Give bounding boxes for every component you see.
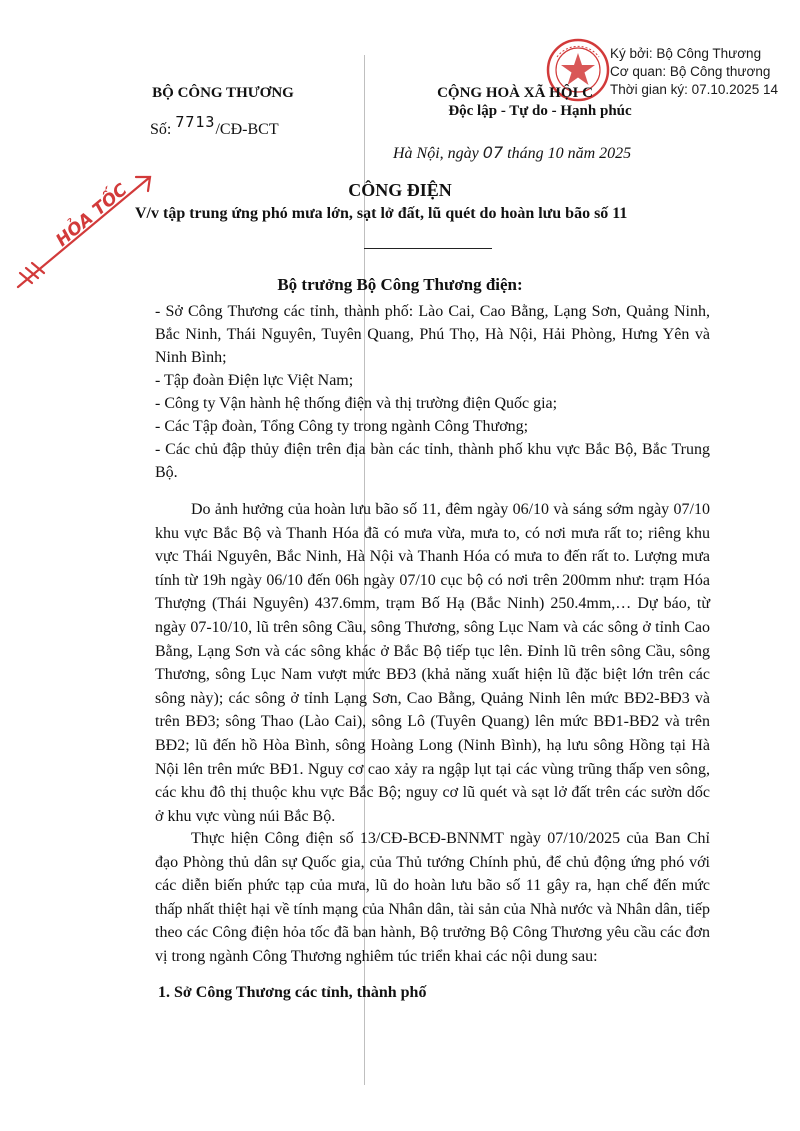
place-date-prefix: Hà Nội, ngày (393, 145, 483, 162)
recipient-item: - Các Tập đoàn, Tổng Công ty trong ngành Công Thương; (155, 418, 529, 435)
svg-text:HỎA TỐC: HỎA TỐC (52, 180, 132, 251)
minister-line: Bộ trưởng Bộ Công Thương điện: (277, 275, 523, 294)
document-title: CÔNG ĐIỆN (348, 180, 452, 200)
document-subject: V/v tập trung ứng phó mưa lớn, sạt lở đất, lũ quét do hoàn lưu bão số 11 (135, 205, 628, 222)
place-and-date (393, 143, 631, 163)
section-heading: 1. Sở Công Thương các tỉnh, thành phố (158, 984, 427, 1001)
place-date-suffix: tháng 10 năm 2025 (503, 145, 632, 162)
signature-signed-by: Ký bởi: Bộ Công Thương (610, 46, 762, 61)
ministry-name: BỘ CÔNG THƯƠNG (152, 85, 294, 101)
republic-title: CỘNG HOÀ XÃ HỘI C (437, 85, 593, 101)
signature-time: Thời gian ký: 07.10.2025 14 (610, 82, 778, 97)
national-motto: Độc lập - Tự do - Hạnh phúc (448, 103, 632, 119)
doc-number-label: Số: (150, 121, 172, 138)
document-number (150, 113, 279, 139)
recipient-item: - Công ty Vận hành hệ thống điện và thị trường điện Quốc gia; (155, 395, 558, 412)
body-paragraph: Do ảnh hưởng của hoàn lưu bão số 11, đêm ngày 06/10 và sáng sớm ngày 07/10 khu vực Bắc Bộ và Thanh Hóa đã có mưa vừa, mưa to, có nơi mưa rất to; riêng khu vực Thái Nguyên, Bắc Ninh, Hà Nội và Thanh Hóa có mưa to đến rất to. Lượng mưa tính từ 19h ngày 06/10 đến 06h ngày 07/10 cục bộ có nơi trên 200mm như: trạm Hóa Thượng (Thái Nguyên) 437.6mm, trạm Bố Hạ (Bắc Ninh) 250.4mm,… Dự báo, từ ngày 07-10/10, lũ trên sông Cầu, sông Thương, sông Lục Nam và các sông ở tỉnh Cao Bằng, Lạng Sơn và các sông khác ở Bắc Bộ tiếp tục lên. Đỉnh lũ trên sông Cầu, sông Thương, sông Lục Nam vượt mức BĐ3 (khả năng xuất hiện lũ đặc biệt lớn trên các sông này); các sông ở tỉnh Lạng Sơn, Cao Bằng, Quảng Ninh lên mức BĐ2-BĐ3 và trên BĐ3; sông Thao (Lào Cai), sông Lô (Tuyên Quang) lên mức BĐ1-BĐ2 và trên BĐ2; lũ đến hồ Hòa Bình, sông Hoàng Long (Ninh Bình), hạ lưu sông Hồng tại Hà Nội lên trên mức BĐ1. Nguy cơ cao xảy ra ngập lụt tại các vùng trũng thấp ven sông, các khu đô thị thuộc khu vực Bắc Bộ; nguy cơ lũ quét và sạt lở đất trên các sườn dốc ở khu vực vùng núi Bắc Bộ. (155, 501, 710, 825)
date-day-handwritten: 07 (482, 143, 504, 162)
doc-number-suffix: /CĐ-BCT (215, 121, 279, 138)
doc-number-handwritten: 7713 (175, 113, 216, 131)
recipient-item: - Các chủ đập thủy điện trên địa bàn các tỉnh, thành phố khu vực Bắc Bộ, Bắc Trung Bộ. (155, 441, 710, 481)
recipient-item: - Tập đoàn Điện lực Việt Nam; (155, 372, 354, 389)
signature-agency: Cơ quan: Bộ Công thương (610, 64, 771, 79)
title-divider (364, 248, 492, 249)
body-paragraph: Thực hiện Công điện số 13/CĐ-BCĐ-BNNMT ngày 07/10/2025 của Ban Chỉ đạo Phòng thủ dân sự Quốc gia, của Thủ tướng Chính phủ, để chủ động ứng phó với các diễn biến phức tạp của mưa, lũ do hoàn lưu bão số 11 gây ra, hạn chế đến mức thấp nhất thiệt hại về tính mạng của Nhân dân, tài sản của Nhà nước và Nhân dân, tiếp theo các Công điện hỏa tốc đã ban hành, Bộ trưởng Bộ Công Thương yêu cầu các đơn vị trong ngành Công Thương nghiêm túc triển khai các nội dung sau: (155, 830, 710, 965)
recipient-item: - Sở Công Thương các tỉnh, thành phố: Lào Cai, Cao Bằng, Lạng Sơn, Quảng Ninh, Bắc Ninh, Thái Nguyên, Tuyên Quang, Phú Thọ, Hà Nội, Hải Phòng, Hưng Yên và Ninh Bình; (155, 303, 710, 366)
recipient-list (155, 300, 710, 484)
